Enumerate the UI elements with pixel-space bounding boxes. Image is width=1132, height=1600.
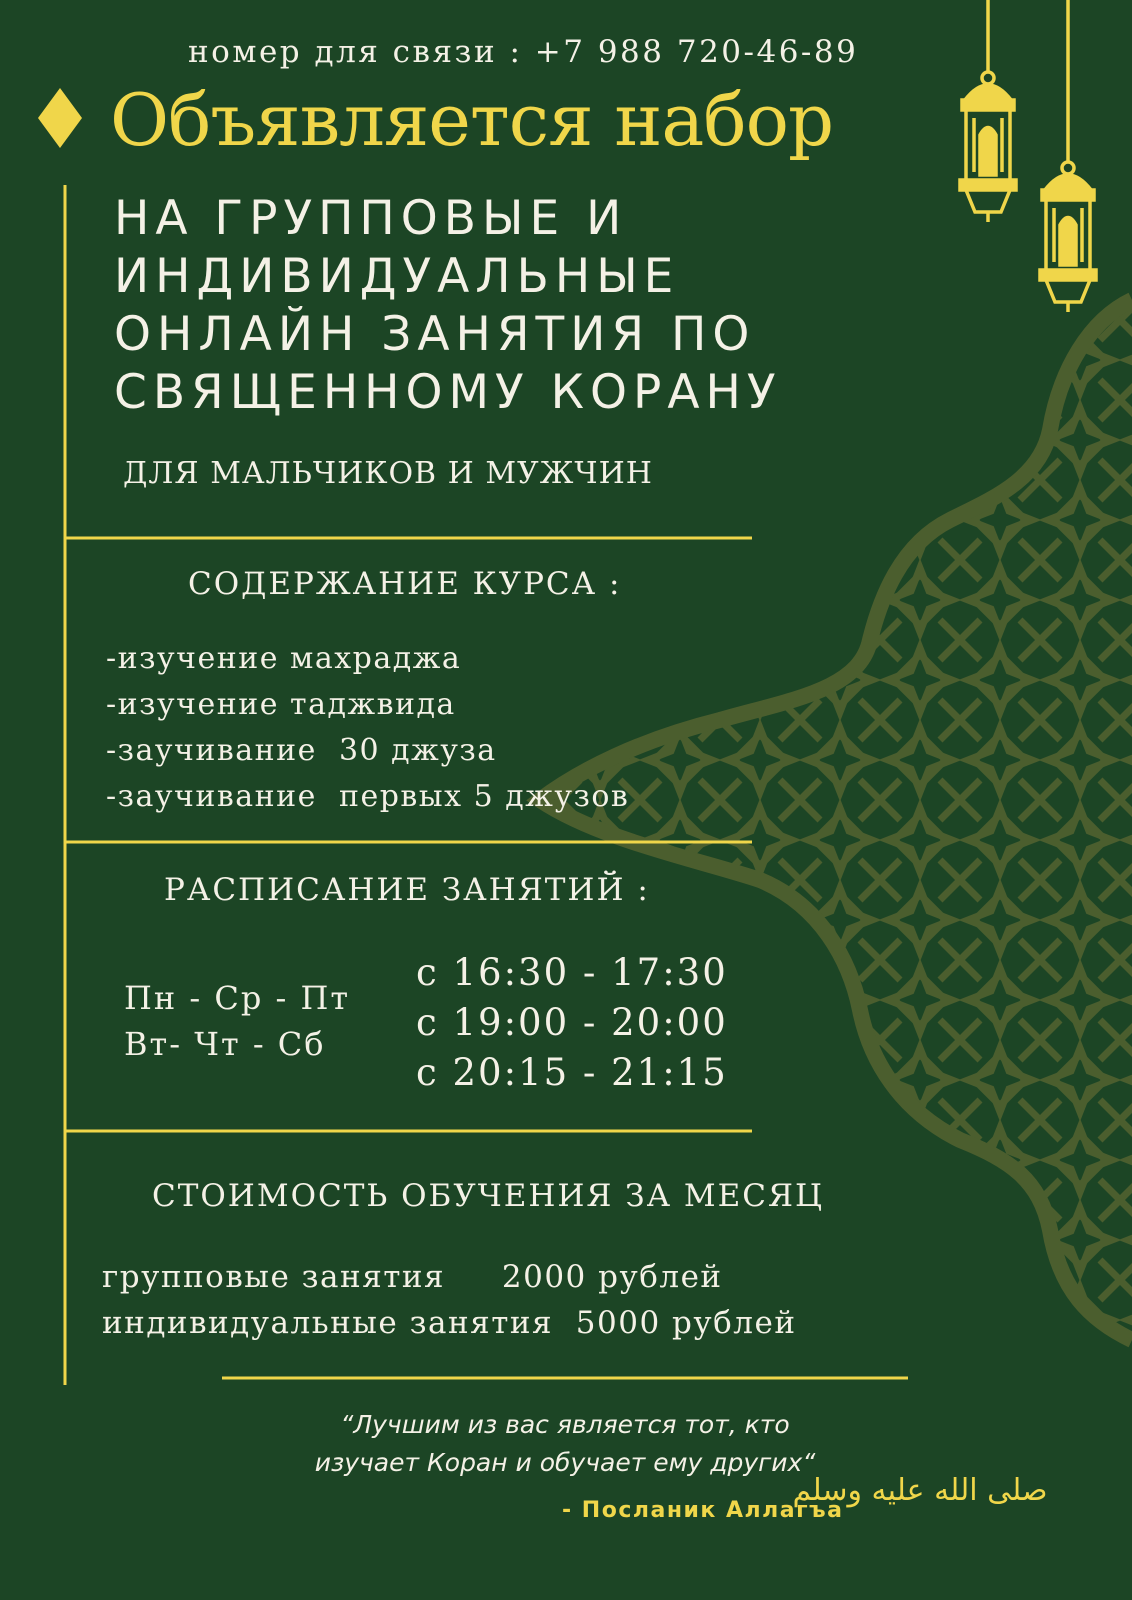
time-slot: с 20:15 - 21:15 [416, 1051, 728, 1094]
schedule-times [416, 948, 728, 1098]
price-item: групповые занятия 2000 рублей [102, 1259, 723, 1295]
quote-line: изучает Коран и обучает ему других“ [314, 1448, 816, 1477]
quote-line: “Лучшим из вас является тот, кто [340, 1410, 790, 1439]
quote [240, 1406, 890, 1482]
price-item: индивидуальные занятия 5000 рублей [102, 1305, 797, 1341]
subtitle-line: ОНЛАЙН ЗАНЯТИЯ ПО [114, 307, 756, 362]
schedule-days [124, 975, 350, 1067]
list-item: -изучение таджвида [106, 687, 456, 722]
pricing-heading: СТОИМОСТЬ ОБУЧЕНИЯ ЗА МЕСЯЦ [152, 1178, 825, 1214]
schedule-heading: РАСПИСАНИЕ ЗАНЯТИЙ : [164, 872, 650, 908]
pricing-list [102, 1254, 796, 1346]
course-heading: СОДЕРЖАНИЕ КУРСА : [188, 566, 622, 602]
lantern-icon [960, 0, 1016, 222]
list-item: -заучивание 30 джуза [106, 733, 497, 768]
diamond-icon [38, 88, 82, 148]
subtitle-line: НА ГРУППОВЫЕ И [114, 191, 628, 246]
headline: Объявляется набор [110, 78, 834, 162]
calligraphy-icon: صلى الله عليه وسلم [792, 1473, 1048, 1508]
subtitle [114, 190, 994, 422]
list-item: -заучивание первых 5 джузов [106, 779, 630, 814]
subtitle-line: ИНДИВИДУАЛЬНЫЕ [114, 249, 680, 304]
time-slot: с 16:30 - 17:30 [416, 951, 728, 994]
lantern-icon [1040, 0, 1096, 312]
quote-attribution: - Посланик Аллагъа [562, 1498, 844, 1523]
subtitle-line: СВЯЩЕННОМУ КОРАНУ [114, 365, 782, 420]
days-line: Вт- Чт - Сб [124, 1025, 326, 1063]
list-item: -изучение махраджа [106, 641, 462, 676]
course-list [106, 636, 629, 820]
time-slot: с 19:00 - 20:00 [416, 1001, 728, 1044]
days-line: Пн - Ср - Пт [124, 979, 351, 1017]
audience: ДЛЯ МАЛЬЧИКОВ И МУЖЧИН [123, 456, 653, 491]
contact-phone: номер для связи : +7 988 720-46-89 [188, 34, 859, 70]
